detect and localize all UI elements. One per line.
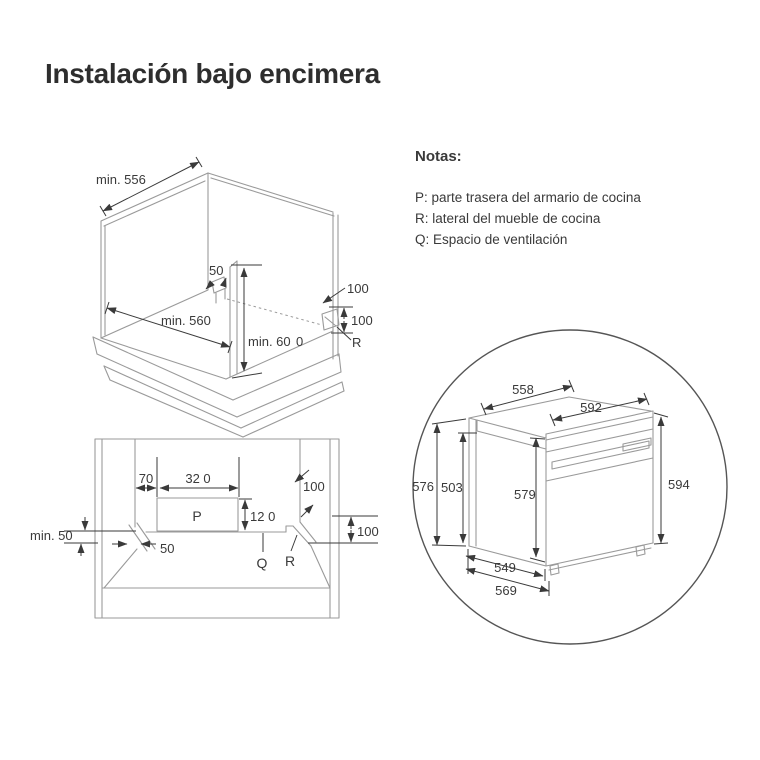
cabinet-dimension-labels [96,172,373,350]
dim-50-slot: 50 [209,263,224,278]
oven-dimensions-diagram [405,322,740,657]
dim-100-top: 100 [303,479,325,494]
airflow-dashed-line [227,299,322,325]
label-r: R [352,335,362,350]
dim-576: 576 [412,479,434,494]
notes-heading: Notas: [415,148,462,165]
notes-block [415,148,641,250]
dim-min-50: min. 50 [30,528,73,543]
label-q: Q [256,555,268,571]
dim-549: 549 [494,560,516,575]
dim-320: 32 0 [185,471,211,486]
dim-120: 12 0 [250,509,276,524]
dim-100-side: 100 [351,313,373,328]
section-diagram [18,430,393,660]
dim-100-right: 100 [357,524,379,539]
note-item-q: Q: Espacio de ventilación [415,232,568,247]
label-r: R [284,553,296,569]
dim-503: 503 [441,480,463,495]
dim-100-top: 100 [347,281,369,296]
section-structure [95,439,339,618]
dim-50: 50 [160,541,175,556]
section-dimensions [64,457,378,556]
note-item-r: R: lateral del mueble de cocina [415,211,601,226]
label-p: P [192,508,202,524]
section-labels [30,471,379,571]
dim-569: 569 [495,583,517,598]
cabinet-structure [93,173,344,437]
dim-min-560: min. 560 [161,313,211,328]
cabinet-dimensions [100,157,353,378]
dim-min-556: min. 556 [96,172,146,187]
dim-min-600-right: 0 [296,334,304,349]
dim-592: 592 [580,400,602,415]
page-title: Instalación bajo encimera [45,58,380,89]
note-item-p: P: parte trasera del armario de cocina [415,190,641,205]
oven-structure [469,397,653,575]
dim-min-600-left: min. 60 [248,334,291,349]
dim-594: 594 [668,477,690,492]
oven-dimensions [432,380,668,596]
dim-579: 579 [514,487,536,502]
cabinet-isometric-diagram [55,125,400,445]
dim-558: 558 [512,382,534,397]
dim-70: 70 [138,471,154,486]
